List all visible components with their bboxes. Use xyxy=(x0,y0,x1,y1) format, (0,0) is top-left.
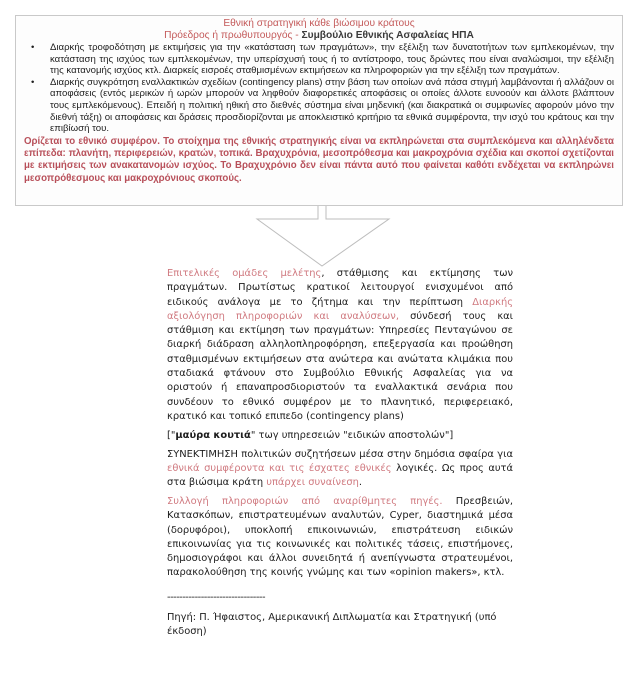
subtitle-leaders: Πρόεδρος ή πρωθυπουργός - xyxy=(164,30,302,41)
highlight-national-interests: εθνικά συμφέροντα και τις έσχατες εθνικές xyxy=(167,462,392,474)
highlight-intelligence-collection: Συλλογή πληροφοριών από αναρίθμητες πηγές. xyxy=(167,495,443,507)
bullet-text: Διαρκής συγκρότηση εναλλακτικών σχεδίων (contingency plans) στην βάση των οποίων ανά πάσα στιγμή λαμβάνονται ή αλλάζουν οι αποφάσεις (εντός μερικών ή ωρών μπορούν να ληφθούν διαφορετικές αποφάσεις οι οποίες άλλοτε ευνοούν και άλλοτε βλάπτουν τους εμπλεκόμενους). Επειδή η πολιτική ηθική στο διεθνές σύστημα είναι μηδενική (και διακρατικά οι συμφωνίες αφορούν μόνο την διεθνή τάξη) οι αποφάσεις και δράσεις προσδιορίζονται με αποκλειστικό κριτήριο τα εθνικά συμφέροντα, την ισχύ του κράτους και την επιβίωσή του. xyxy=(50,76,614,135)
text-span: σύνδεσή τους και στάθμιση και εκτίμηση των πραγμάτων: Υπηρεσίες Πενταγώνου σε διαρκή διάδραση αλληλοπληροφόρηση, επεξεργασία και προώθηση σταθμισμένων εκτιμήσεων στα ανώτερα και ανώτατα κλιμάκια που σταδιακά φτάνουν στο Συμβούλιο Εθνικής Ασφαλείας για να οριστούν ή επαναπροσδιοριστούν τα εναλλακτικά σενάρια που συνδέουν το εθνικό συμφέρον με το πλανητικό, περιφερειακό, κρατικό και τοπικό επιπεδο (contingency plans) xyxy=(167,310,513,422)
highlight-continuous-evaluation: Διαρκής αξιολόγηση πληροφοριών και αναλύσεων, xyxy=(167,296,513,322)
bullet-text: Διαρκής τροφοδότηση με εκτιμήσεις για την «κατάσταση των πραγμάτων», την εξέλιξη των δυνατοτήτων των εμπλεκομένων, την κατάσταση της ισχύος των εμπλεκομένων, την υπερίσχυσή τους ή το αντίστροφο, τους δρώντες που είναι αναλώσιμοι, την εξέλιξη της κατανομής ισχύος κτλ. Διαρκείς εισροές σταθμισμένων εκτιμήσεων κα πληροφοριών για την εξέλιξη των πραγμάτων. xyxy=(50,42,614,77)
analysis-text-column xyxy=(167,267,513,644)
highlight-consensus: υπάρχει συναίνεση xyxy=(266,477,359,489)
text-span: ΣΥΝΕΚΤΙΜΗΣΗ πολιτικών συζητήσεων μέσα στην δημόσια σφαίρα για xyxy=(167,448,513,460)
bullet-icon: • xyxy=(31,76,35,88)
box-title: Εθνική στρατηγική κάθε βιώσιμου κράτους xyxy=(223,18,415,29)
paragraph-public-debate xyxy=(167,448,513,491)
text-span: , στάθμισης και εκτίμησης των πραγμάτων. Πρωτίστως κρατικοί λειτουργοί ενισχυμένοι από ειδικούς ανάλογα με το ζήτημα και την περίπτωση xyxy=(167,268,513,308)
subtitle-nsc: Συμβούλιο Εθνικής Ασφαλείας ΗΠΑ xyxy=(301,30,474,41)
text-span: " τωγ υπηρεσειών "ειδικών αποστολών"] xyxy=(250,429,454,441)
box-conclusion: Ορίζεται το εθνικό συμφέρον. Το στοίχημα της εθνικής στρατηγικής είναι να εκπληρώνεται στα συμπλεκόμενα και αλληλένδετα επίπεδα: πλανήτη, περιφερειών, κρατών, τοπικά. Βραχυχρόνια, μεσοπρόθεσμα και μακροχρόνια σχέδια και σκοποί σχετίζονται με εκτιμήσεις των ανακατανομών ισχύος. Το Βραχυχρόνιο δεν είναι πάντα αυτό που φαίνεται καθότι ενδέχεται να εκπληρώνει μεσοπρόθεσμους και μακροχρόνιους σκοπούς. xyxy=(24,135,614,184)
paragraph-intelligence-sources xyxy=(167,495,513,581)
highlight-study-groups: Επιτελικές ομάδες μελέτης xyxy=(167,268,322,279)
paragraph-study-groups xyxy=(167,267,513,424)
bullet-icon: • xyxy=(31,42,35,53)
paragraph-black-boxes xyxy=(167,429,513,443)
text-span: Πρεσβειών, Κατασκόπων, επιστρατευμένων αναλυτών, Cyper, διαστημικά μέσα (δορυφόροι), υποκλοπή επικοινωνιών, επιστράτευση ειδικών επικοινωνίας για τις κοινωνικές και πολιτικές τάσεις, επιστήμονες, δημοσιογράφοι και άλλοι συνειδητά ή ανεπίγνωστα στρατευμένοι, παρακολούθηση της κοινής γνώμης και των «opinion makers», κτλ. xyxy=(167,495,513,579)
text-span: [" xyxy=(167,429,176,441)
source-citation: Πηγή: Π. Ήφαιστος, Αμερικανική Διπλωματία και Στρατηγική (υπό έκδοση) xyxy=(167,612,497,638)
text-span: . xyxy=(358,477,363,489)
text-span: λογικές. Ως προς αυτά στα βιώσιμα κράτη xyxy=(167,462,514,489)
bold-black-boxes: μαύρα κουτιά xyxy=(175,429,251,441)
separator-line: -------------------------------- xyxy=(167,591,266,603)
